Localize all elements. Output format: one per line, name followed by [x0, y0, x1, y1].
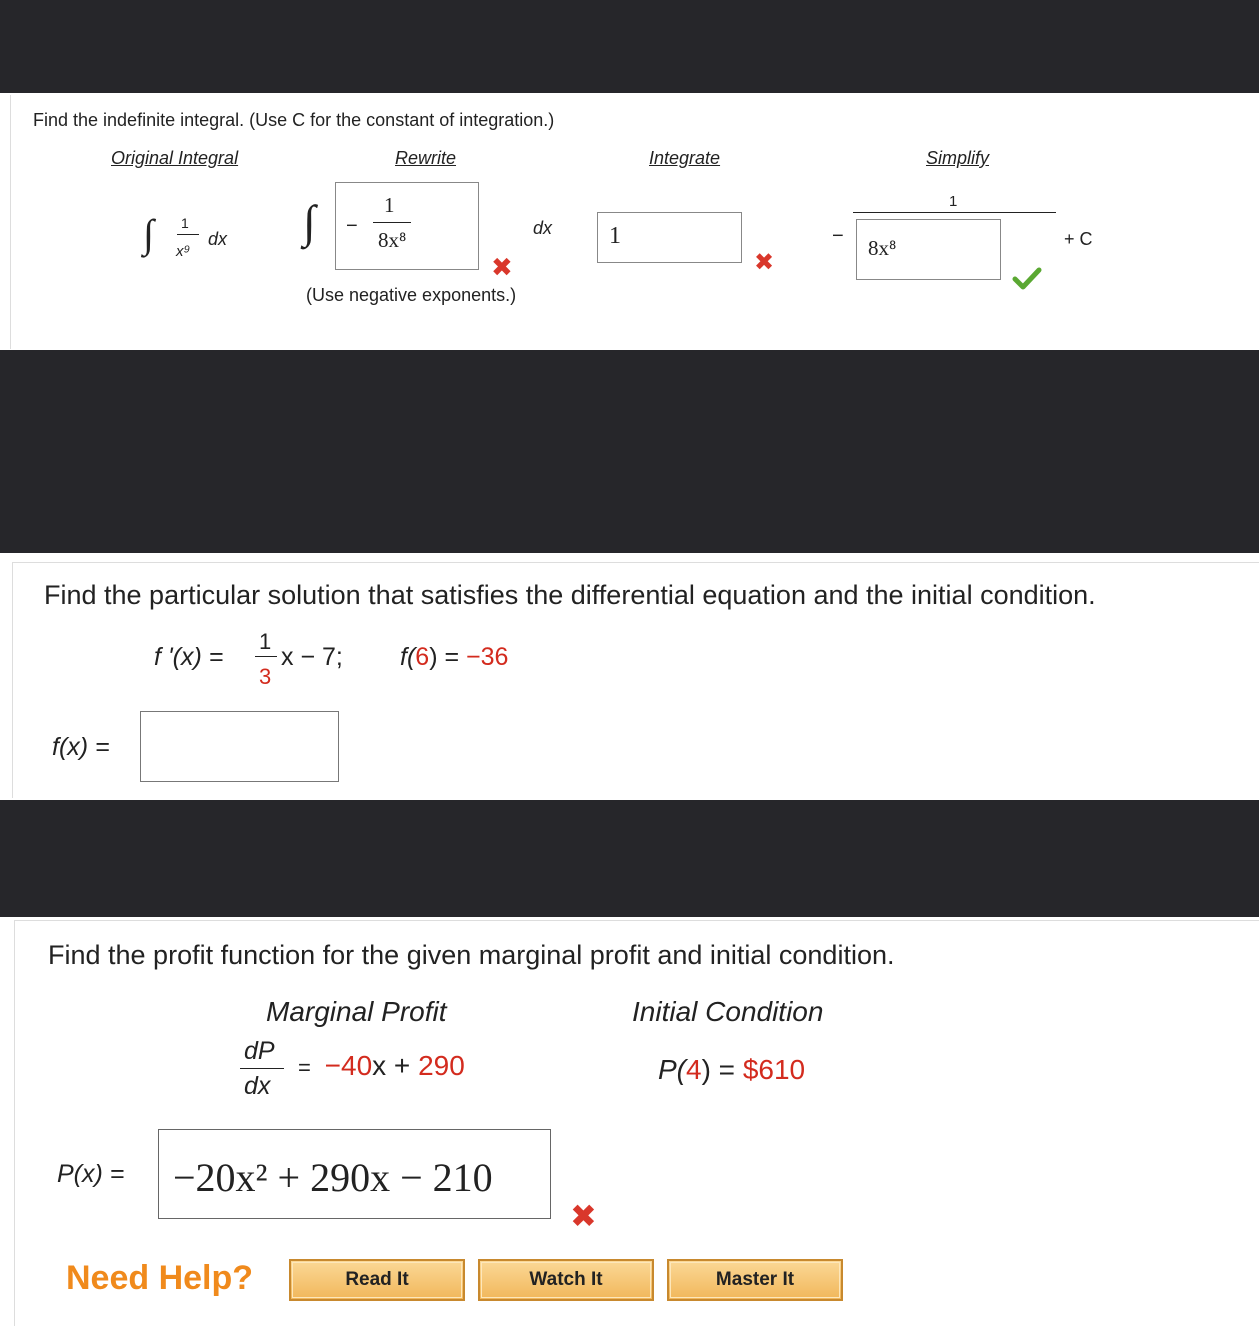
header-simplify: Simplify	[926, 148, 990, 168]
integrate-x-mark-icon: ✖	[754, 249, 775, 276]
need-help-label: Need Help?	[66, 1259, 254, 1297]
original-fraction-bar	[177, 234, 199, 235]
q2-equation-rest: x − 7;	[281, 643, 343, 671]
header-integrate: Integrate	[649, 148, 721, 168]
header-rewrite: Rewrite	[395, 148, 457, 168]
original-numerator: 1	[181, 215, 189, 231]
header-original-integral: Original Integral	[111, 148, 239, 168]
simplify-plus-c: + C	[1064, 229, 1093, 249]
q3-condition	[658, 1054, 805, 1086]
q2-derivative-lhs: f '(x) =	[154, 643, 224, 671]
rewrite-x-mark-icon: ✖	[491, 252, 513, 282]
q2-answer-label: f(x) =	[52, 733, 110, 761]
q3-condition-lhs: P(	[658, 1054, 686, 1085]
q3-marginal-profit-header: Marginal Profit	[266, 996, 447, 1027]
q2-prompt: Find the particular solution that satisfies the differential equation and the initial condition.	[44, 580, 1096, 610]
rewrite-note: (Use negative exponents.)	[306, 285, 517, 305]
q3-equation	[298, 1050, 465, 1082]
rewrite-dx: dx	[533, 218, 553, 238]
simplify-fraction-bar	[853, 212, 1056, 213]
watch-it-button[interactable]: Watch It	[478, 1259, 654, 1301]
q3-constant: 290	[418, 1050, 465, 1081]
q3-answer-label: P(x) =	[57, 1160, 125, 1188]
q3-coefficient: −40	[324, 1050, 373, 1081]
rewrite-integral-sign: ∫	[303, 196, 316, 247]
q3-answer-value: −20x² + 290x − 210	[173, 1155, 493, 1200]
q3-derivative-bar	[240, 1068, 284, 1069]
q2-condition-value: −36	[466, 643, 509, 671]
simplify-input-value: 8x⁸	[868, 236, 897, 260]
original-dx: dx	[208, 229, 228, 249]
simplify-check-icon	[1012, 266, 1042, 290]
dark-band-3	[0, 800, 1259, 917]
q2-answer-input[interactable]	[140, 711, 339, 782]
q2-fraction-denominator: 3	[259, 664, 272, 689]
dark-band-2	[0, 350, 1259, 553]
q3-condition-value: $610	[742, 1054, 806, 1085]
read-it-button[interactable]: Read It	[289, 1259, 465, 1301]
q3-variable: x +	[372, 1050, 411, 1081]
master-it-button[interactable]: Master It	[667, 1259, 843, 1301]
original-integral-sign: ∫	[143, 211, 154, 256]
q1-prompt: Find the indefinite integral. (Use C for the constant of integration.)	[33, 110, 555, 130]
q3-initial-condition-header: Initial Condition	[632, 996, 824, 1027]
q2-fraction-numerator: 1	[259, 629, 272, 654]
rewrite-input-denominator: 8x⁸	[378, 228, 407, 252]
q3-prompt: Find the profit function for the given marginal profit and initial condition.	[48, 940, 895, 970]
rewrite-input-numerator: 1	[384, 193, 395, 217]
q3-condition-arg: 4	[686, 1054, 702, 1085]
top-dark-band	[0, 0, 1259, 93]
rewrite-minus: −	[346, 215, 358, 237]
original-denominator: x⁹	[176, 243, 191, 260]
rewrite-fraction-bar	[373, 222, 411, 223]
q2-condition	[400, 643, 508, 672]
q2-fraction-bar	[255, 656, 277, 657]
q3-dp: dP	[244, 1037, 275, 1065]
q3-x-mark-icon: ✖	[570, 1198, 597, 1234]
q2-condition-mid: ) =	[429, 643, 460, 671]
simplify-numerator: 1	[949, 193, 958, 210]
q3-condition-mid: ) =	[701, 1054, 736, 1085]
simplify-minus: −	[832, 225, 844, 247]
q2-condition-lhs: f(	[400, 643, 416, 671]
q3-equals: =	[298, 1055, 311, 1080]
q3-dx: dx	[244, 1072, 271, 1100]
integrate-input-value: 1	[609, 223, 621, 249]
q2-condition-arg: 6	[415, 643, 430, 671]
